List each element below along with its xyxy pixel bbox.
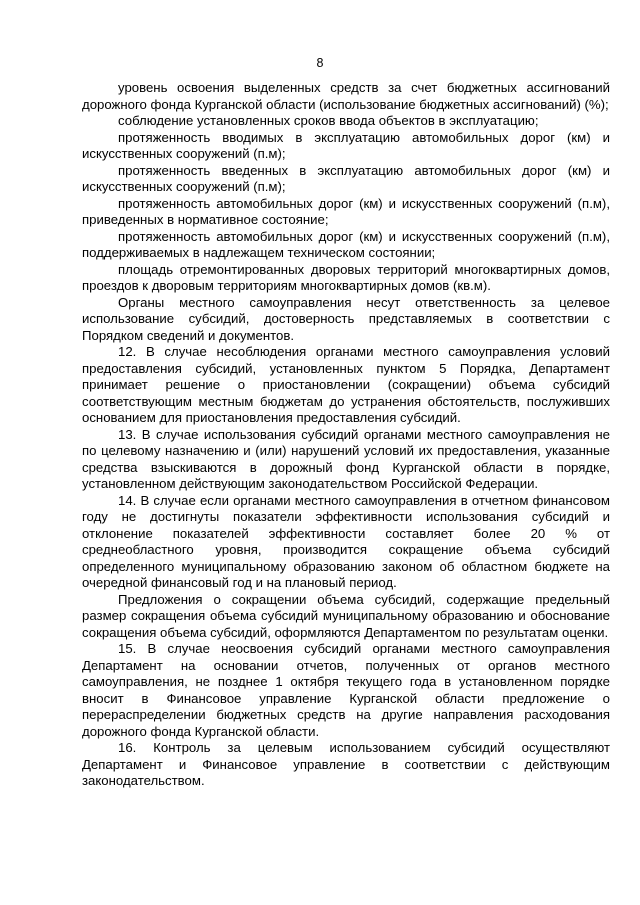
paragraph-courtyard-area: площадь отремонтированных дворовых территорий многоквартирных домов, проездов к дворовым территориям многоквартирных домов (кв.м). [82, 261, 610, 293]
paragraph-length-commissioning-roads: протяженность вводимых в эксплуатацию автомобильных дорог (км) и искусственных сооружений (п.м); [82, 129, 610, 161]
paragraph-length-normative-state: протяженность автомобильных дорог (км) и искусственных сооружений (п.м), приведенных в нормативное состояние; [82, 195, 610, 227]
paragraph-item-15: 15. В случае неосвоения субсидий органами местного самоуправления Департамент на основании отчетов, полученных от органов местного самоуправления, не позднее 1 октября текущего года в установленном порядке вносит в Финансовое управление Курганской области предложение о перераспределении бюджетных средств на другие направления расходования дорожного фонда Курганской области. [82, 641, 610, 739]
paragraph-reduction-proposals: Предложения о сокращении объема субсидий, содержащие предельный размер сокращения объема субсидий муниципальному образованию и обоснование сокращения объема субсидий, оформляются Департаментом по результатам оценки. [82, 591, 610, 640]
paragraph-length-commissioned-roads: протяженность введенных в эксплуатацию автомобильных дорог (км) и искусственных сооружений (п.м); [82, 162, 610, 194]
paragraph-item-14: 14. В случае если органами местного самоуправления в отчетном финансовом году не достигнуты показатели эффективности использования субсидий и отклонение показателей эффективности составляет более 20 % от среднеобластного уровня, производится сокращение объема субсидий определенного муниципальному образованию законом об областном бюджете на очередной финансовый год и на плановый период. [82, 492, 610, 590]
paragraph-item-12: 12. В случае несоблюдения органами местного самоуправления условий предоставления субсидий, установленных пунктом 5 Порядка, Департамент принимает решение о приостановлении (сокращении) объема субсидий соответствующим местным бюджетам до устранения обстоятельств, послуживших основанием для приостановления предоставления субсидий. [82, 344, 610, 425]
document-body [82, 80, 610, 790]
paragraph-item-13: 13. В случае использования субсидий органами местного самоуправления не по целевому назначению и (или) нарушений условий их предоставления, указанные средства взыскиваются в дорожный фонд Курганской области в порядке, установленном действующим законодательством Российской Федерации. [82, 426, 610, 491]
paragraph-length-maintained-state: протяженность автомобильных дорог (км) и искусственных сооружений (п.м), поддерживаемых в надлежащем техническом состоянии; [82, 228, 610, 260]
page-number: 8 [316, 56, 324, 70]
paragraph-item-16: 16. Контроль за целевым использованием субсидий осуществляют Департамент и Финансовое управление в соответствии с действующим законодательством. [82, 740, 610, 788]
paragraph-budget-use-level: уровень освоения выделенных средств за счет бюджетных ассигнований дорожного фонда Курганской области (использование бюджетных ассигнований) (%); [82, 80, 610, 112]
paragraph-local-authority-responsibility: Органы местного самоуправления несут ответственность за целевое использование субсидий, достоверность представляемых в соответствии с Порядком сведений и документов. [82, 294, 610, 343]
paragraph-commissioning-deadlines: соблюдение установленных сроков ввода объектов в эксплуатацию; [118, 113, 539, 128]
